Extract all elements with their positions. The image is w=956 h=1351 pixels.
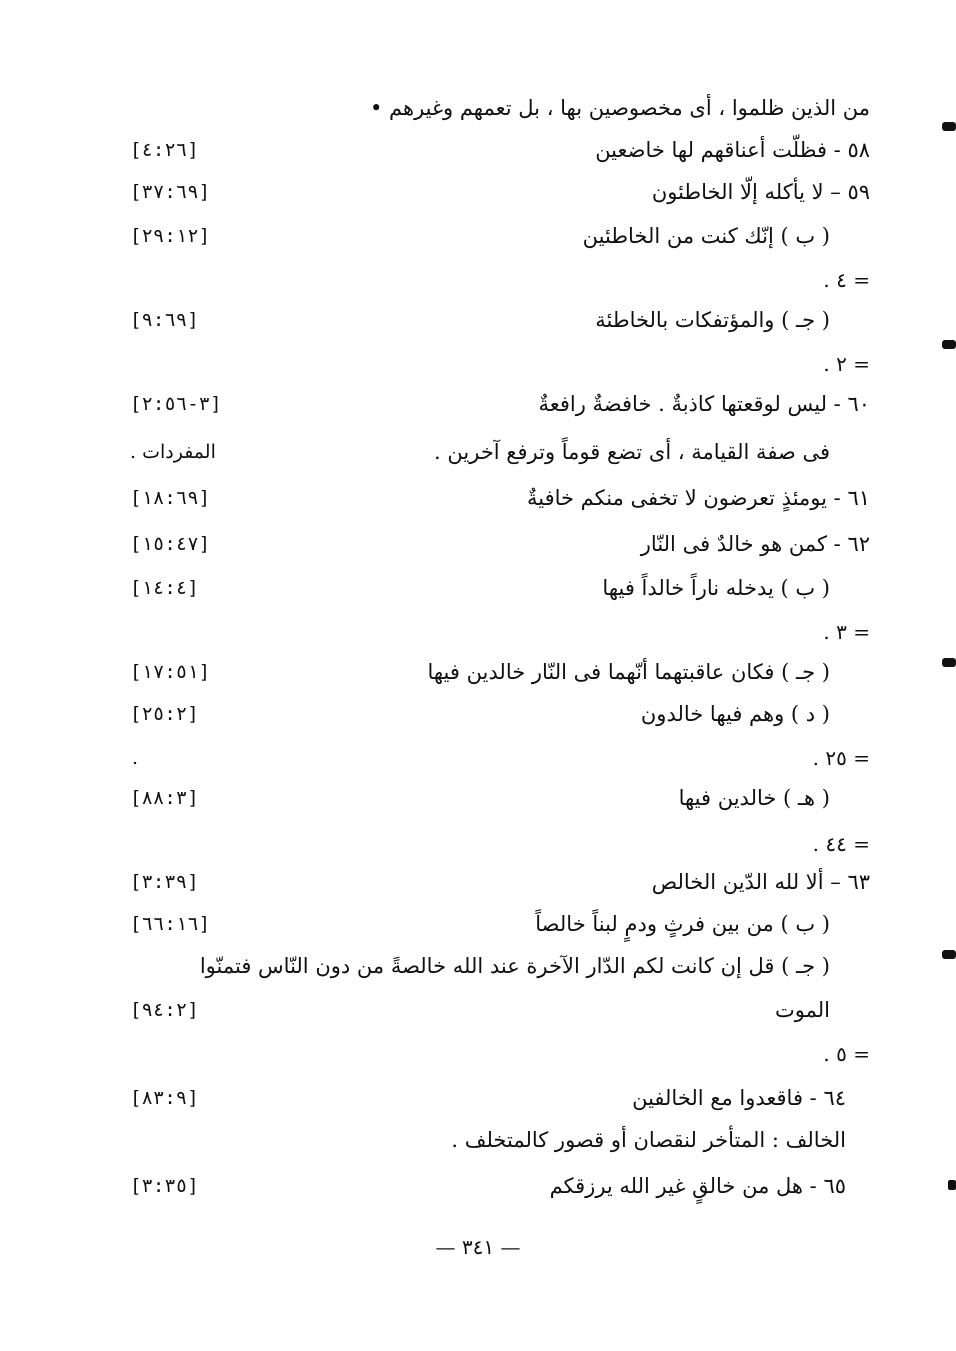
verse-reference: [٩:٦٩]: [130, 309, 199, 331]
entry-text: ٥٨ - فظلّت أعناقهم لها خاضعين: [595, 138, 870, 162]
text-line: [120, 738, 870, 778]
verse-reference: [٨٣:٩]: [130, 1087, 199, 1109]
verse-reference: [١٧:٥١]: [130, 661, 211, 683]
verse-reference: [٩٤:٢]: [130, 999, 199, 1021]
verse-reference: [٢٩:١٢]: [130, 225, 211, 247]
scan-edge-mark: [942, 658, 956, 667]
text-line: [120, 568, 870, 608]
text-line: [120, 432, 870, 472]
sub-entry-text: ( جـ ) فكان عاقبتهما أنّهما فى النّار خالدين فيها: [427, 660, 830, 684]
count-line: = ٢ .: [823, 352, 870, 376]
text-line: [120, 384, 870, 424]
text-line: [120, 612, 870, 652]
entry-text: ٦١ - يومئذٍ تعرضون لا تخفى منكم خافيةٌ: [526, 486, 870, 510]
entry-text: ٥٩ – لا يأكله إلّا الخاطئون: [651, 180, 870, 204]
text-line: [120, 652, 870, 692]
sub-entry-text: ( ب ) يدخله ناراً خالداً فيها: [602, 576, 830, 600]
scan-edge-mark: [942, 950, 956, 959]
text-line: [120, 1034, 870, 1074]
verse-reference: [١٥:٤٧]: [130, 533, 211, 555]
page-number: — ٣٤١ —: [435, 1235, 521, 1259]
verse-reference: [١٨:٦٩]: [130, 487, 211, 509]
text-line: [120, 1166, 870, 1206]
count-line: = ٢٥ .: [812, 746, 870, 770]
verse-reference: [٦٦:١٦]: [130, 913, 211, 935]
verse-reference: [٤:٢٦]: [130, 139, 199, 161]
verse-reference: [٣٧:٦٩]: [130, 181, 211, 203]
sub-entry-text: ( جـ ) قل إن كانت لكم الدّار الآخرة عند الله خالصةً من دون النّاس فتمنّوا: [199, 954, 830, 978]
continuation-text: الموت: [775, 998, 830, 1022]
source-reference: المفردات .: [130, 441, 216, 463]
verse-reference: [٣:٣٩]: [130, 871, 199, 893]
verse-reference: [٨٨:٣]: [130, 787, 199, 809]
entry-text: ٦٠ - ليس لوقعتها كاذبةٌ . خافضةٌ رافعةٌ: [538, 392, 870, 416]
scan-edge-mark: [948, 1180, 956, 1190]
explanation-text: الخالف : المتأخر لنقصان أو قصور كالمتخلف .: [451, 1128, 846, 1152]
sub-entry-text: ( ب ) إنّك كنت من الخاطئين: [582, 224, 830, 248]
verse-reference: [٢٥:٢]: [130, 703, 199, 725]
text-line: [120, 260, 870, 300]
explanation-text: فى صفة القيامة ، أى تضع قوماً وترفع آخرين .: [434, 440, 830, 464]
count-line: = ٤ .: [823, 268, 870, 292]
entry-text: ٦٥ - هل من خالقٍ غير الله يرزقكم: [549, 1174, 846, 1198]
count-line: = ٣ .: [823, 620, 870, 644]
text-line: [120, 1078, 870, 1118]
count-line: = ٥ .: [823, 1042, 870, 1066]
text-line: [120, 300, 870, 340]
sub-entry-text: ( هـ ) خالدين فيها: [678, 786, 830, 810]
text-line: [120, 946, 870, 986]
text-line: [120, 344, 870, 384]
text-line: [120, 88, 870, 128]
verse-reference: [٣:٣٥]: [130, 1175, 199, 1197]
text-line: [120, 694, 870, 734]
text-line: [120, 862, 870, 902]
verse-reference: [٣-٢:٥٦]: [130, 393, 222, 415]
sub-entry-text: ( د ) وهم فيها خالدون: [640, 702, 830, 726]
text-line: [120, 130, 870, 170]
text-line: [120, 1120, 870, 1160]
text-line: [120, 524, 870, 564]
text-line: [120, 172, 870, 212]
text-line: [120, 216, 870, 256]
verse-reference: [١٤:٤]: [130, 577, 199, 599]
scan-edge-mark: [942, 122, 956, 131]
text-line: [120, 778, 870, 818]
count-line: = ٤٤ .: [812, 832, 870, 856]
text-line: [120, 990, 870, 1030]
sub-entry-text: ( ب ) من بين فرثٍ ودمٍ لبناً خالصاً: [535, 912, 830, 936]
text-line: [120, 478, 870, 518]
entry-text: ٦٢ - كمن هو خالدٌ فى النّار: [640, 532, 870, 556]
text-line: [120, 904, 870, 944]
entry-text: ٦٤ - فاقعدوا مع الخالفين: [632, 1086, 846, 1110]
stray-mark: .: [132, 747, 139, 769]
line-text: من الذين ظلموا ، أى مخصوصين بها ، بل تعمهم وغيرهم •: [369, 96, 870, 120]
scan-edge-mark: [942, 340, 956, 349]
sub-entry-text: ( جـ ) والمؤتفكات بالخاطئة: [595, 308, 830, 332]
text-line: [120, 824, 870, 864]
entry-text: ٦٣ – ألا لله الدّين الخالص: [651, 870, 870, 894]
